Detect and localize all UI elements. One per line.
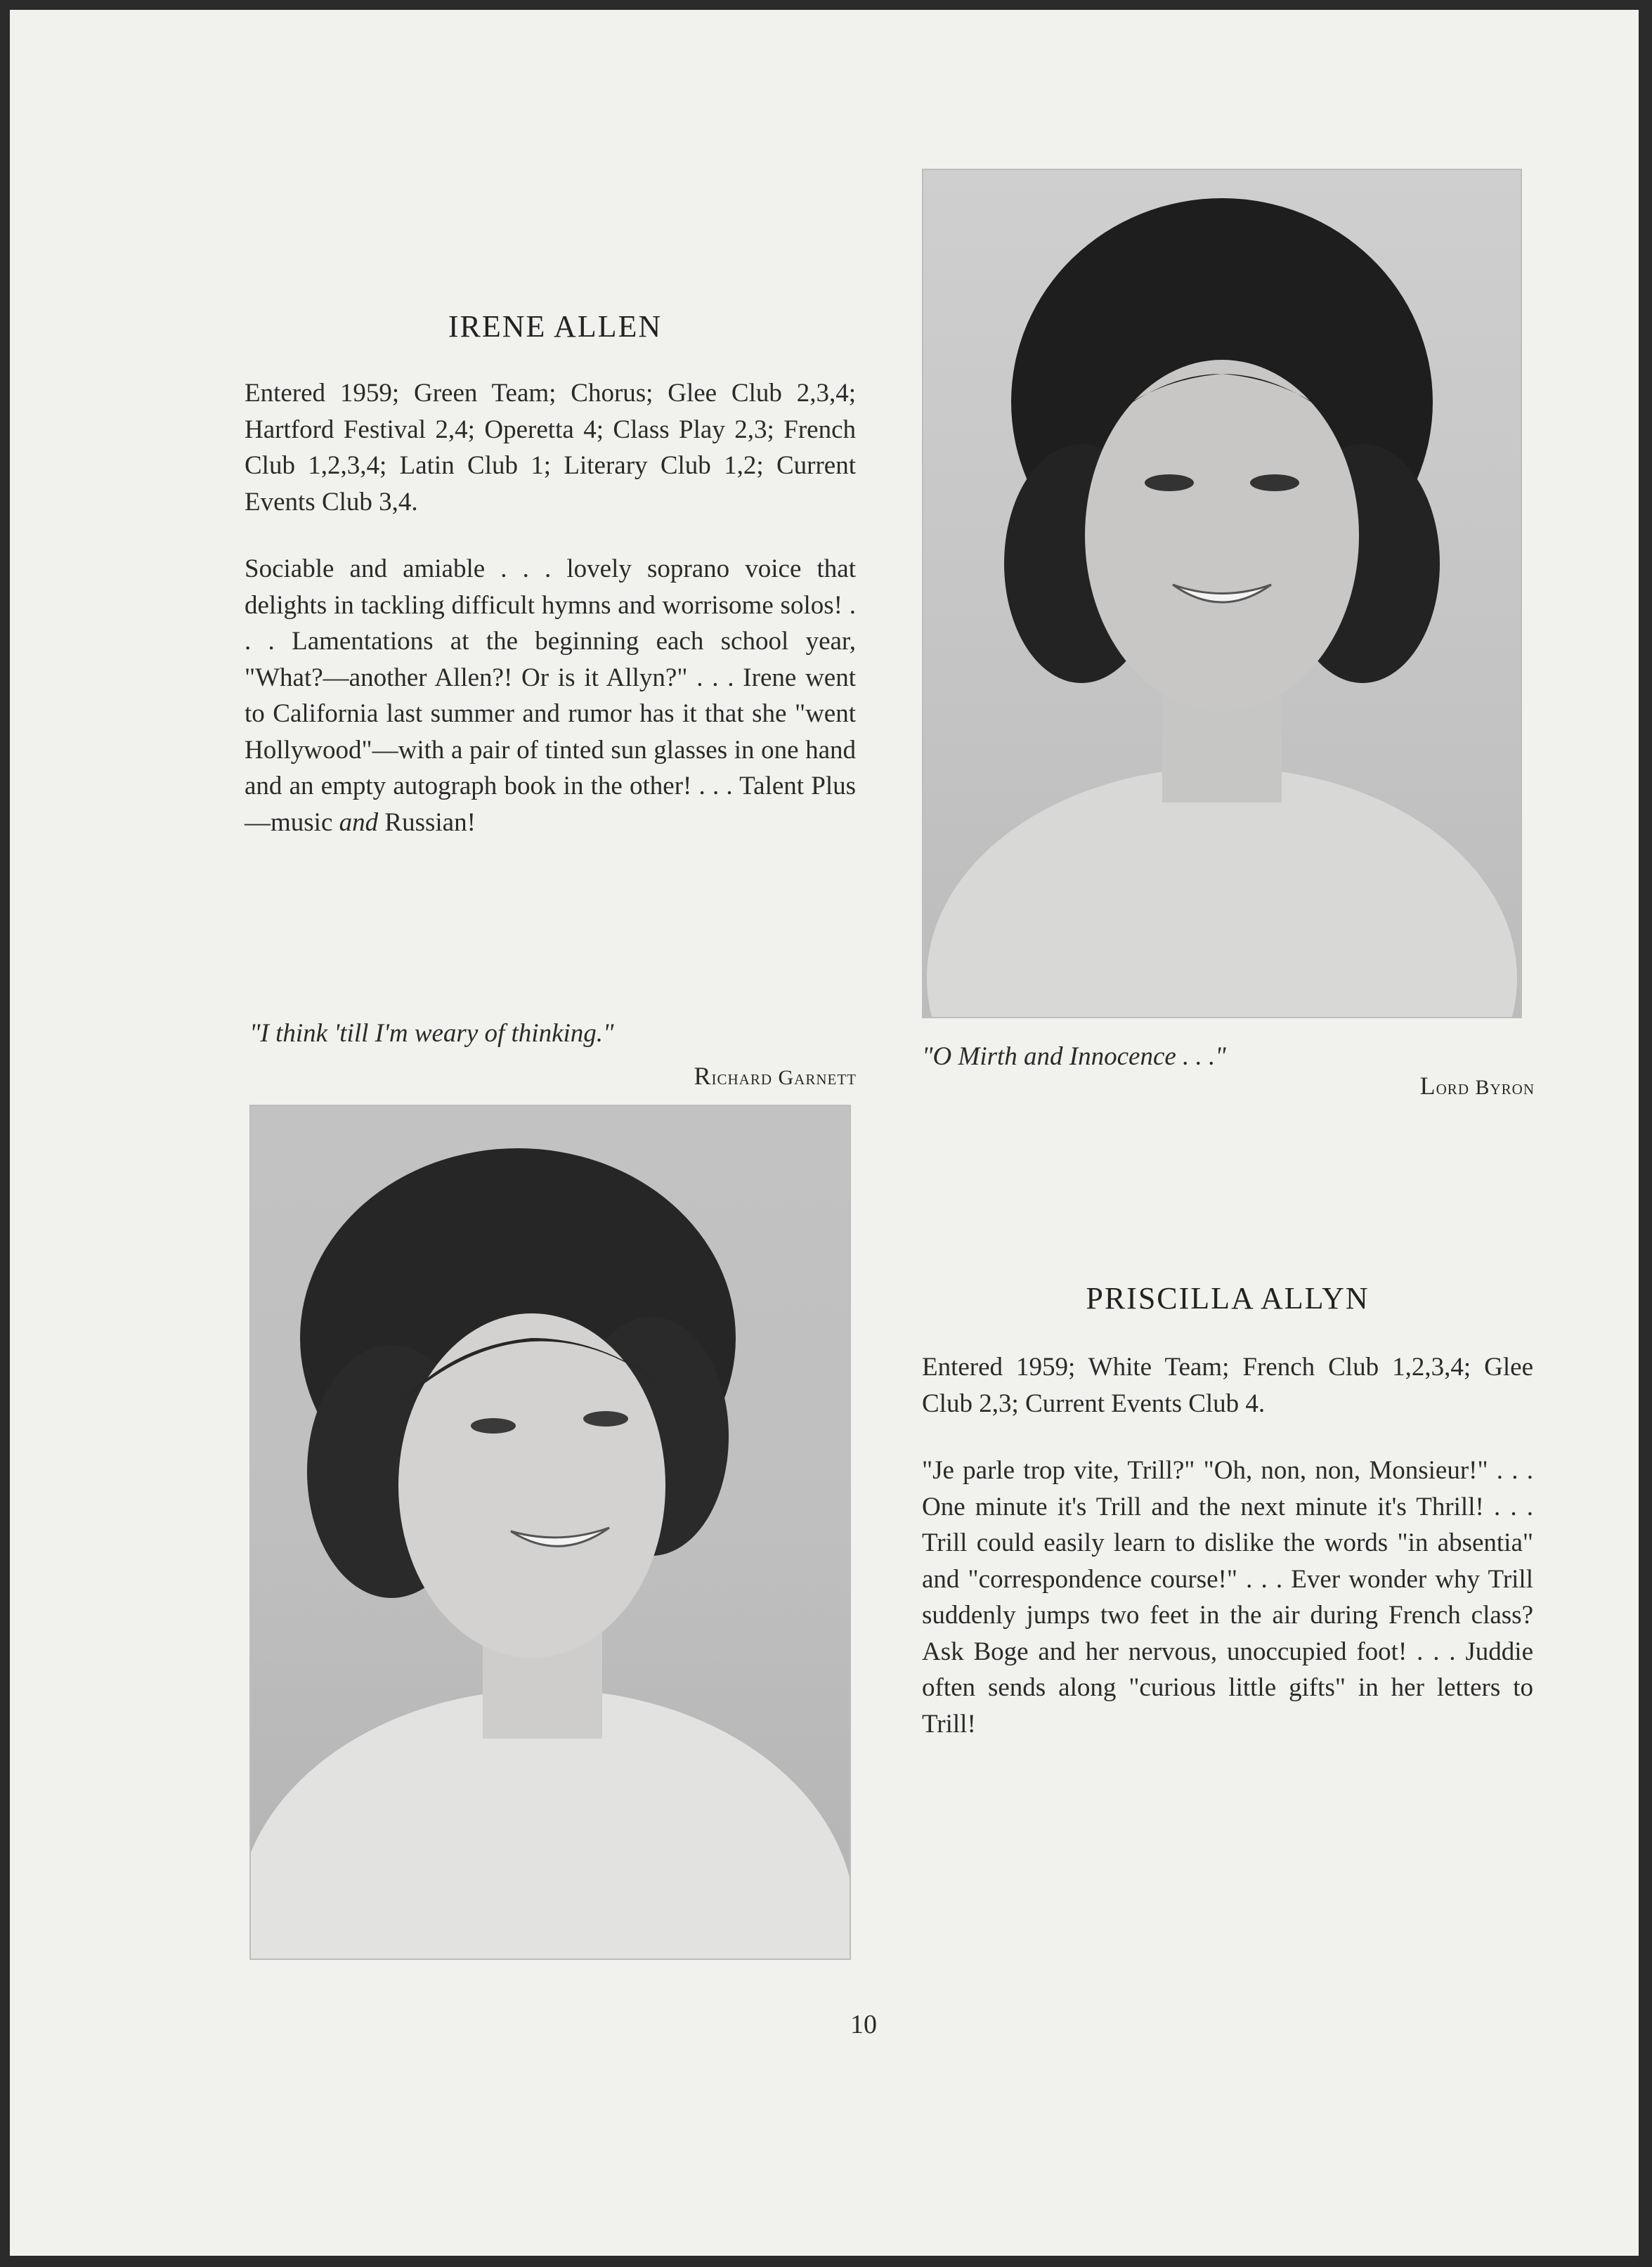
- bio-priscilla: "Je parle trop vite, Trill?" "Oh, non, non, Monsieur!" . . . One minute it's Trill and the next minute it's Thrill! . . . Trill could easily learn to dislike the words "in absentia" and "correspondence course!" . . . Ever wonder why Trill suddenly jumps two feet in the air during French class? Ask Boge and her nervous, unoccupied foot! . . . Juddie often sends along "curious little gifts" in her letters to Trill!: [922, 1456, 1533, 1739]
- quote-irene: "I think 'till I'm weary of thinking.": [249, 1019, 614, 1048]
- bio-irene-part2: Russian!: [378, 807, 476, 837]
- activities-priscilla: Entered 1959; White Team; French Club 1,2,3,4; Glee Club 2,3; Current Events Club 4.: [922, 1353, 1533, 1418]
- bio-irene-emphasis: and: [339, 807, 379, 837]
- quote-author-irene: Richard Garnett: [694, 1062, 857, 1090]
- portrait-irene-illustration: [923, 170, 1521, 1017]
- page-number: 10: [850, 2010, 877, 2039]
- student-name-priscilla: PRISCILLA ALLYN: [1086, 1281, 1370, 1316]
- quote-author-priscilla: Lord Byron: [1419, 1072, 1535, 1100]
- portrait-photo-priscilla: [249, 1105, 851, 1960]
- activities-irene: Entered 1959; Green Team; Chorus; Glee Club 2,3,4; Hartford Festival 2,4; Operetta 4; Class Play 2,3; French Club 1,2,3,4; Latin Club 1; Literary Club 1,2; Current Events Club 3,4.: [245, 379, 856, 517]
- yearbook-page: [10, 10, 1639, 2256]
- portrait-priscilla-illustration: [251, 1106, 850, 1959]
- quote-priscilla: "O Mirth and Innocence . . .": [922, 1042, 1226, 1071]
- bio-irene: [245, 551, 856, 840]
- bio-irene-part1: Sociable and amiable . . . lovely soprano voice that delights in tackling difficult hymns and worrisome solos! . . . Lamentations at the beginning each school year, "What?—another Allen?! Or is it Allyn?" . . . Irene went to California last summer and rumor has it that she "went Hollywood"—with a pair of tinted sun glasses in one hand and an empty autograph book in the other! . . . Talent Plus—music: [245, 554, 856, 837]
- student-name-irene: IRENE ALLEN: [448, 309, 663, 344]
- portrait-photo-irene: [922, 169, 1522, 1018]
